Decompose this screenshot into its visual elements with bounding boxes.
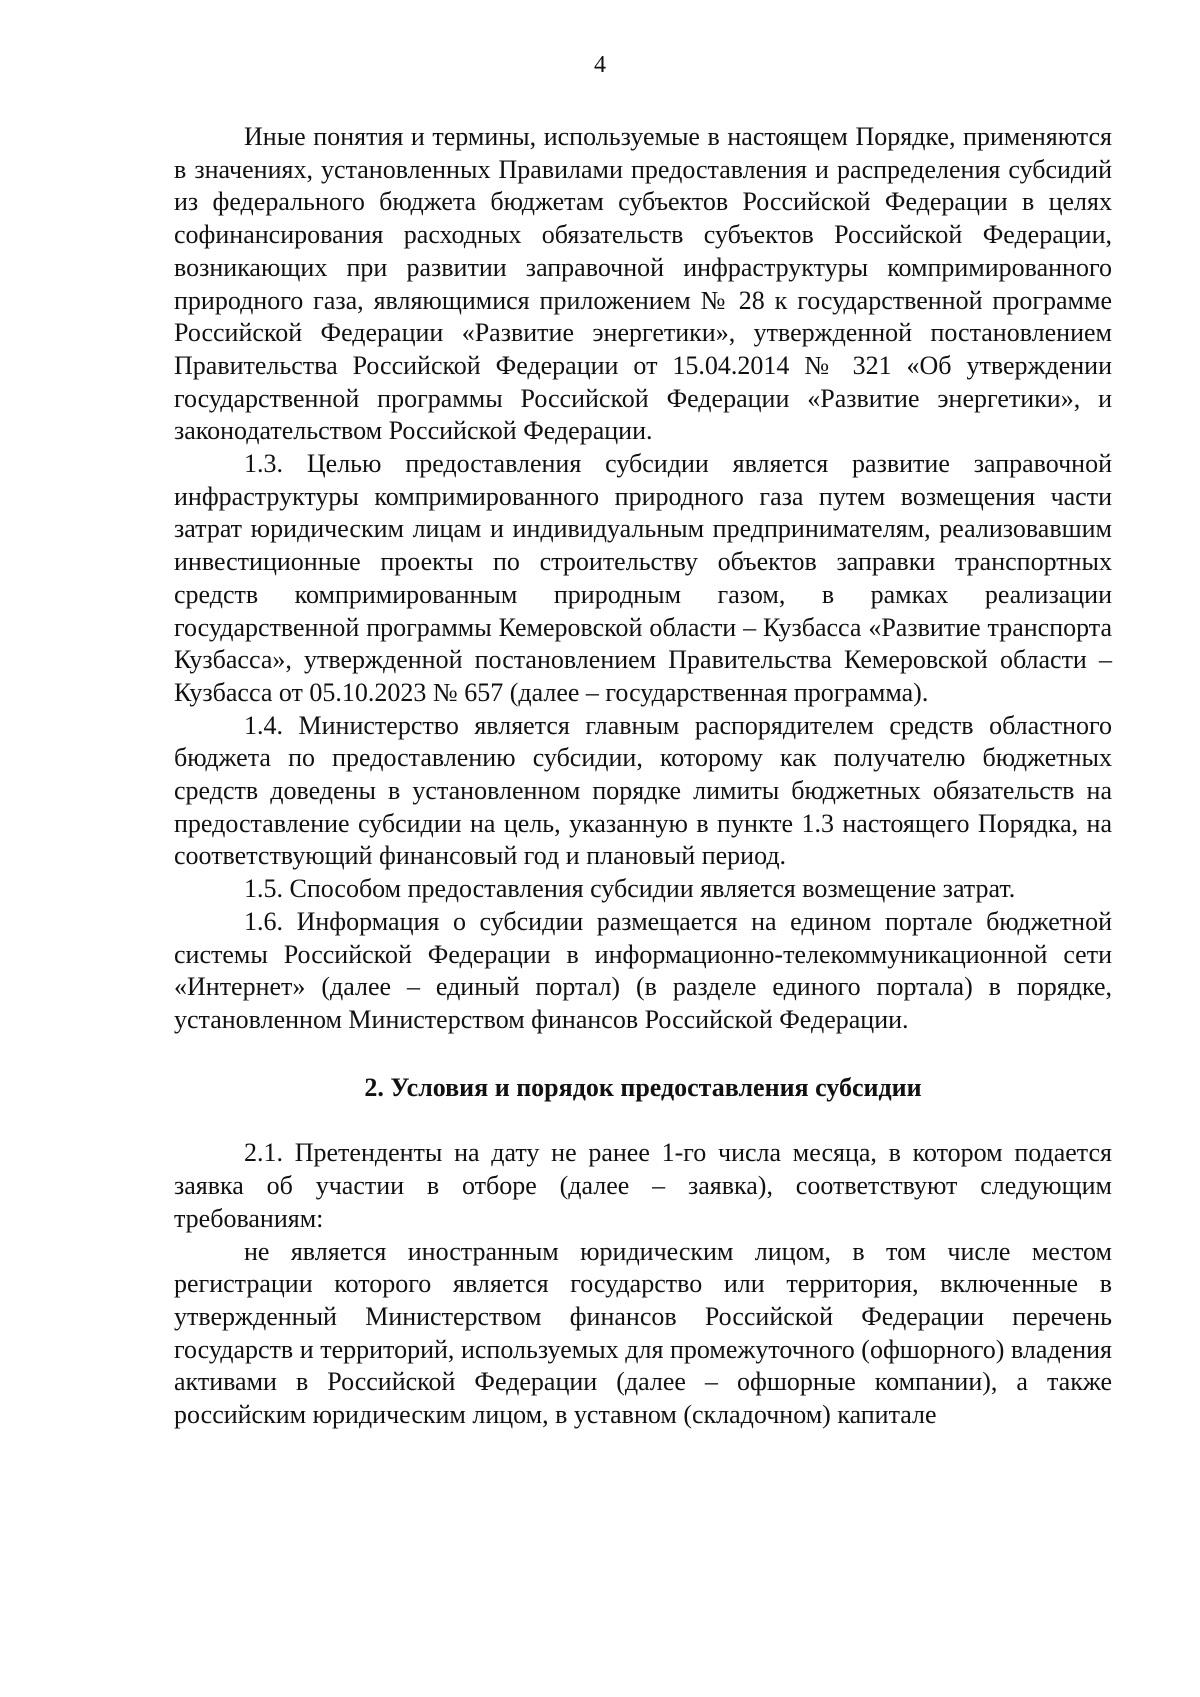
paragraph-2-1: 2.1. Претенденты на дату не ранее 1-го числа месяца, в котором подается заявка об участии в отборе (далее – заявка), соответствуют следующим требованиям:: [174, 1138, 1112, 1233]
page-number: 4: [594, 52, 606, 78]
paragraph-other-terms: Иные понятия и термины, используемые в настоящем Порядке, применяются в значениях, установленных Правилами предоставления и распределения субсидий из федерального бюджета бюджетам субъектов Российской Федерации в целях софинансирования расходных обязательств субъектов Российской Федерации, возникающих при развитии заправочной инфраструктуры компримированного природного газа, являющимися приложением № 28 к государственной программе Российской Федерации «Развитие энергетики», утвержденной постановлением Правительства Российской Федерации от 15.04.2014 № 321 «Об утверждении государственной программы Российской Федерации «Развитие энергетики», и законодательством Российской Федерации.: [174, 122, 1112, 446]
paragraph-1-4: 1.4. Министерство является главным распорядителем средств областного бюджета по предоставлению субсидии, которому как получателю бюджетных средств доведены в установленном порядке лимиты бюджетных обязательств на предоставление субсидии на цель, указанную в пункте 1.3 настоящего Порядка, на соответствующий финансовый год и плановый период.: [174, 710, 1112, 871]
paragraph-1-6: 1.6. Информация о субсидии размещается на едином портале бюджетной системы Российской Федерации в информационно-телекоммуникационной сети «Интернет» (далее – единый портал) (в разделе единого портала) в порядке, установленном Министерством финансов Российской Федерации.: [174, 906, 1112, 1034]
section-heading: 2. Условия и порядок предоставления субсидии: [364, 1072, 922, 1102]
paragraph-requirement-foreign-entity: не является иностранным юридическим лицом, в том числе местом регистрации которого является государство или территория, включенные в утвержденный Министерством финансов Российской Федерации перечень государств и территорий, используемых для промежуточного (офшорного) владения активами в Российской Федерации (далее – офшорные компании), а также российским юридическим лицом, в уставном (складочном) капитале: [174, 1236, 1112, 1430]
document-body: [174, 121, 1112, 1432]
paragraph-1-3: 1.3. Целью предоставления субсидии является развитие заправочной инфраструктуры компримированного природного газа путем возмещения части затрат юридическим лицам и индивидуальным предпринимателям, реализовавшим инвестиционные проекты по строительству объектов заправки транспортных средств компримированным природным газом, в рамках реализации государственной программы Кемеровской области – Кузбасса «Развитие транспорта Кузбасса», утвержденной постановлением Правительства Кемеровской области – Кузбасса от 05.10.2023 № 657 (далее – государственная программа).: [174, 449, 1112, 707]
paragraph-1-5: 1.5. Способом предоставления субсидии является возмещение затрат.: [244, 874, 1016, 904]
